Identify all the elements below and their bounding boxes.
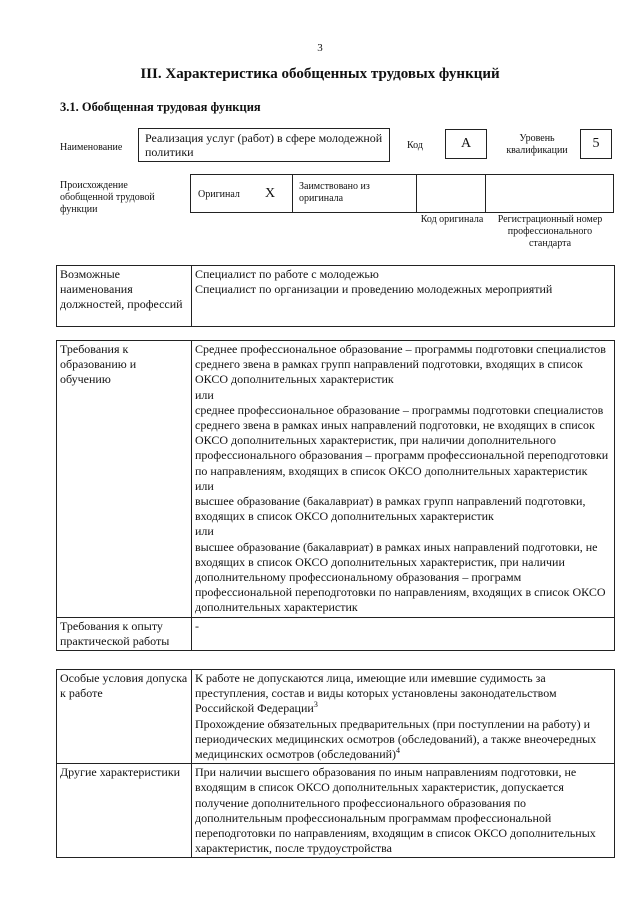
- special-condition-paragraph: [195, 671, 611, 717]
- level-label: Уровень квалификации: [506, 133, 568, 156]
- other-characteristics-value: При наличии высшего образования по иным направлениям подготовки, не входящим в список ОКСО дополнительных характеристик, допускается получение дополнительного профессионального образования по дополнительным профессиональным программам профессиональной переподготовки по направлениям, входящим в список ОКСО дополнительных характеристик, после трудоустройства: [192, 764, 615, 858]
- education-paragraph: или: [195, 524, 214, 539]
- page-number: 3: [317, 42, 323, 54]
- education-values: [192, 341, 615, 618]
- original-mark: X: [265, 186, 276, 201]
- education-paragraph: или: [195, 387, 214, 402]
- positions-label: Возможные наименования должностей, профессий: [57, 266, 192, 327]
- education-label: Требования к образованию и обучению: [57, 341, 192, 618]
- name-value: [138, 128, 390, 162]
- position-item: Специалист по организации и проведению молодежных мероприятий: [195, 282, 553, 297]
- experience-value: -: [192, 617, 615, 650]
- borrowed-label: Заимствовано из оригинала: [299, 181, 370, 204]
- education-paragraph: высшее образование (бакалавриат) в рамках групп направлений подготовки, входящих в список ОКСО дополнительных характеристик: [195, 494, 586, 524]
- subsection-title: 3.1. Обобщенная трудовая функция: [60, 100, 261, 114]
- education-paragraph: среднее профессиональное образование – программы подготовки специалистов среднего звена в рамках иных направлений подготовки, не входящих в список ОКСО дополнительных характеристик, при наличии дополнительного профессионального образования – программ профессиональной переподготовки по направлениям, входящих в список ОКСО дополнительных характеристик: [195, 402, 609, 478]
- level-value: 5: [580, 129, 612, 159]
- footnote-ref: 4: [396, 746, 401, 756]
- code-original-caption: Код оригинала: [420, 214, 484, 225]
- origin-label: Происхождение обобщенной трудовой функции: [60, 180, 155, 215]
- special-conditions-label: Особые условия допуска к работе: [57, 670, 192, 764]
- original-label: Оригинал: [198, 189, 240, 200]
- name-label: Наименование: [60, 142, 123, 153]
- section-title: III. Характеристика обобщенных трудовых функций: [140, 66, 500, 82]
- education-paragraph: Среднее профессиональное образование – программы подготовки специалистов среднего звена в рамках групп направлений подготовки, входящих в список ОКСО дополнительных характеристик: [195, 342, 606, 387]
- positions-values: [192, 266, 615, 327]
- education-table: [56, 340, 615, 651]
- code-label: Код: [407, 140, 423, 151]
- special-condition-paragraph: [195, 717, 611, 763]
- origin-table: [190, 174, 614, 213]
- reg-number-caption: Регистрационный номер профессионального стандарта: [497, 214, 603, 249]
- conditions-table: [56, 669, 615, 858]
- name-value-text: Реализация услуг (работ) в сфере молодежной политики: [145, 131, 383, 159]
- footnote-ref: 3: [313, 700, 318, 710]
- education-paragraph: или: [195, 478, 214, 493]
- position-item: Специалист по работе с молодежью: [195, 267, 379, 281]
- code-value: A: [445, 129, 487, 159]
- special-conditions-values: [192, 670, 615, 764]
- special-condition-text: К работе не допускаются лица, имеющие или имевшие судимость за преступления, состав и виды которых установлены законодательством Российской Федерации: [195, 671, 557, 716]
- education-paragraph: высшее образование (бакалавриат) в рамках иных направлений подготовки, не входящих в список ОКСО дополнительных характеристик, при наличии дополнительному профессиональному образования – программ профессиональной переподготовки по направлениям, входящих в список ОКСО дополнительных характеристик: [195, 539, 606, 615]
- positions-table: [56, 265, 615, 327]
- special-condition-text: Прохождение обязательных предварительных (при поступлении на работу) и периодических медицинских осмотров (обследований), а также внеочередных медицинских осмотров (обследований): [195, 716, 597, 762]
- other-characteristics-label: Другие характеристики: [57, 764, 192, 858]
- experience-label: Требования к опыту практической работы: [57, 617, 192, 650]
